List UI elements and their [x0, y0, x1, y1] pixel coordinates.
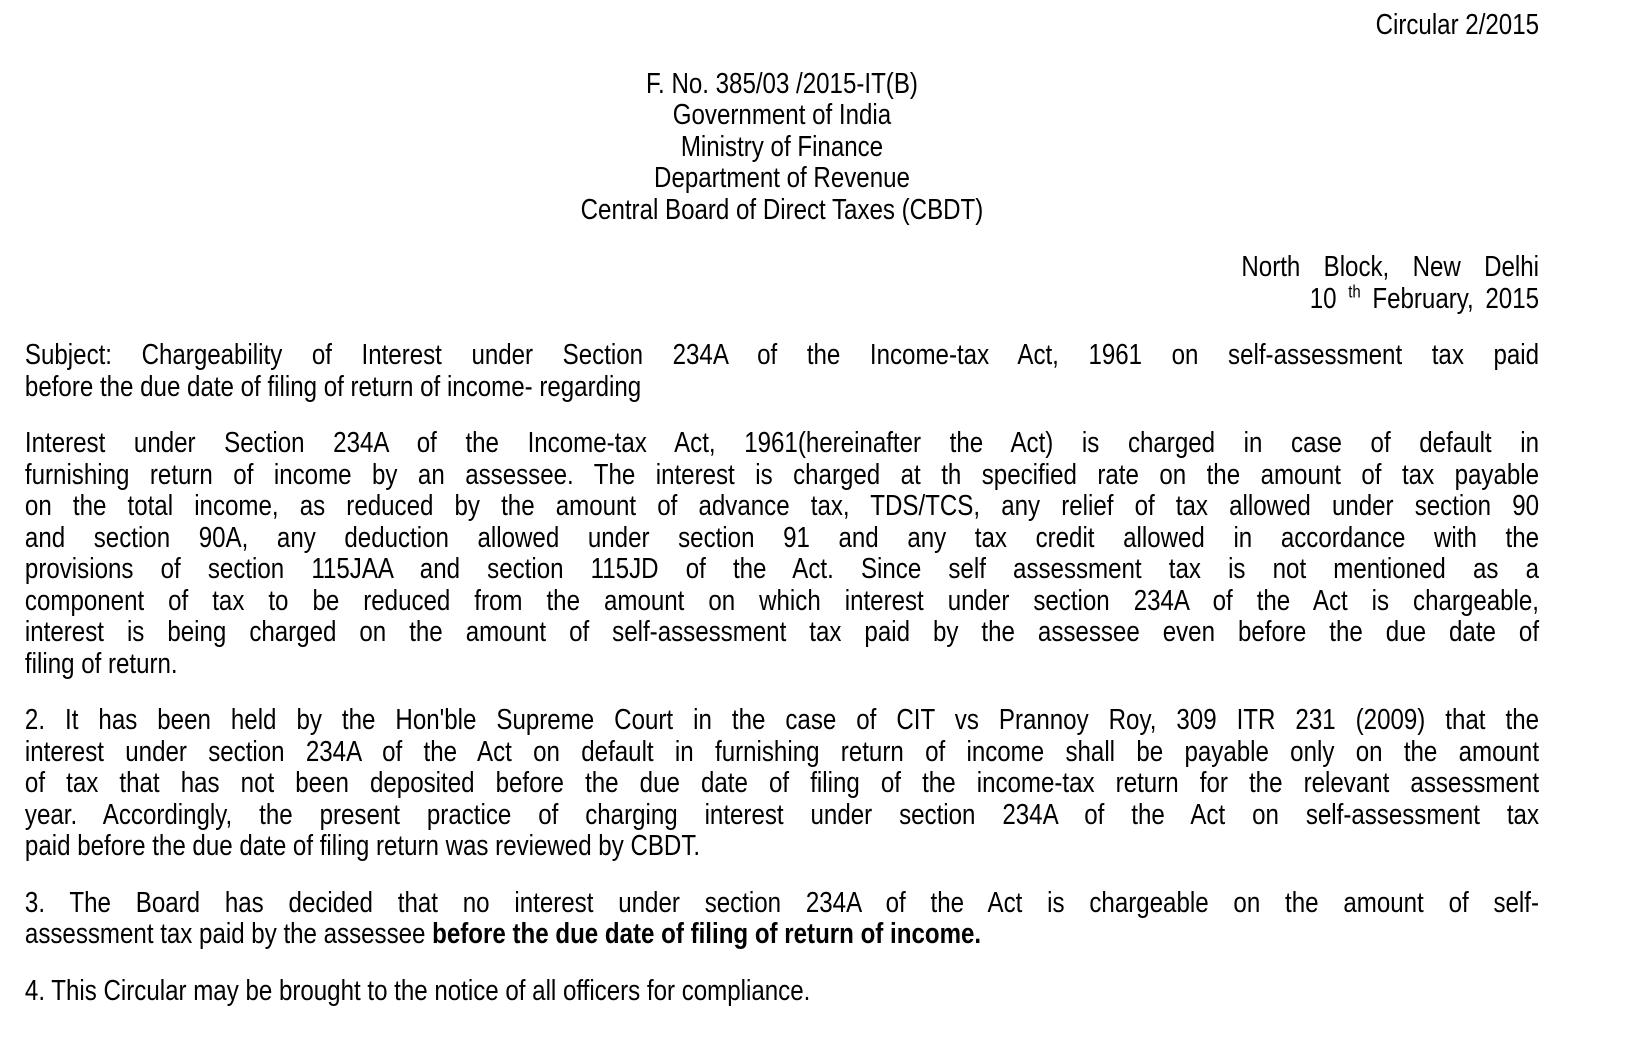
date-ordinal-suffix: th [1348, 280, 1361, 301]
text-line: paid before the due date of filing return was reviewed by CBDT. [24, 830, 701, 862]
paragraph-3-normal-text: assessment tax paid by the assessee [24, 918, 433, 950]
paragraph-4-line: 4. This Circular may be brought to the notice of all officers for compliance. [24, 974, 811, 1007]
bold-emphasis-text: before the due date of filing of return of income. [432, 918, 982, 950]
paragraph-4 [25, 976, 1539, 1008]
letterhead [25, 69, 1539, 227]
paragraph-1 [25, 428, 1539, 680]
paragraph-3-line-2 [25, 919, 1539, 951]
letterhead-line-department: Department of Revenue [654, 162, 910, 194]
text-line: Interest under Section 234A of the Income-tax Act, 1961(hereinafter the Act) is charged in case of default in [24, 427, 1540, 459]
text-line: furnishing return of income by an assessee. The interest is charged at th specified rate on the amount of tax payable [24, 458, 1540, 491]
subject-paragraph [25, 340, 1539, 403]
paragraph-2 [25, 705, 1539, 863]
text-line: filing of return. [24, 647, 178, 680]
text-line: before the due date of filing of return of income- regarding [24, 370, 642, 403]
circular-number: Circular 2/2015 [1375, 9, 1540, 41]
text-line: Subject: Chargeability of Interest under Section 234A of the Income-tax Act, 1961 on self-assessment tax paid [24, 339, 1540, 371]
text-line: interest under section 234A of the Act on default in furnishing return of income shall be payable only on the amount [24, 735, 1540, 768]
file-number: F. No. 385/03 /2015-IT(B) [646, 67, 918, 100]
text-line: provisions of section 115JAA and section 115JD of the Act. Since self assessment tax is not mentioned as a [24, 553, 1540, 585]
date-month-year: February, 2015 [1360, 282, 1540, 315]
text-line: and section 90A, any deduction allowed under section 91 and any tax credit allowed in accordance with the [24, 521, 1540, 554]
place-date-block [25, 252, 1539, 315]
paragraph-3 [25, 888, 1539, 951]
letterhead-line-cbdt: Central Board of Direct Taxes (CBDT) [580, 193, 984, 226]
letterhead-line-government: Government of India [672, 99, 892, 131]
text-line: 2. It has been held by the Hon'ble Supreme Court in the case of CIT vs Prannoy Roy, 309 ITR 231 (2009) that the [24, 704, 1540, 736]
date-day: 10 [1309, 282, 1349, 315]
text-line: component of tax to be reduced from the amount on which interest under section 234A of the Act is chargeable, [24, 584, 1540, 617]
text-line: interest is being charged on the amount of self-assessment tax paid by the assessee even before the due date of [24, 616, 1540, 648]
date-line [25, 280, 1540, 316]
text-line: of tax that has not been deposited before the due date of filing of the income-tax return for the relevant assessment [24, 767, 1540, 799]
letterhead-line-ministry: Ministry of Finance [680, 130, 884, 163]
place-line: North Block, New Delhi [1241, 251, 1540, 283]
paragraph-3-line-1: 3. The Board has decided that no interest under section 234A of the Act is chargeable on the amount of self- [24, 886, 1540, 919]
text-line: on the total income, as reduced by the amount of advance tax, TDS/TCS, any relief of tax allowed under section 90 [24, 490, 1540, 522]
text-line: year. Accordingly, the present practice of charging interest under section 234A of the Act on self-assessment tax [24, 798, 1540, 831]
